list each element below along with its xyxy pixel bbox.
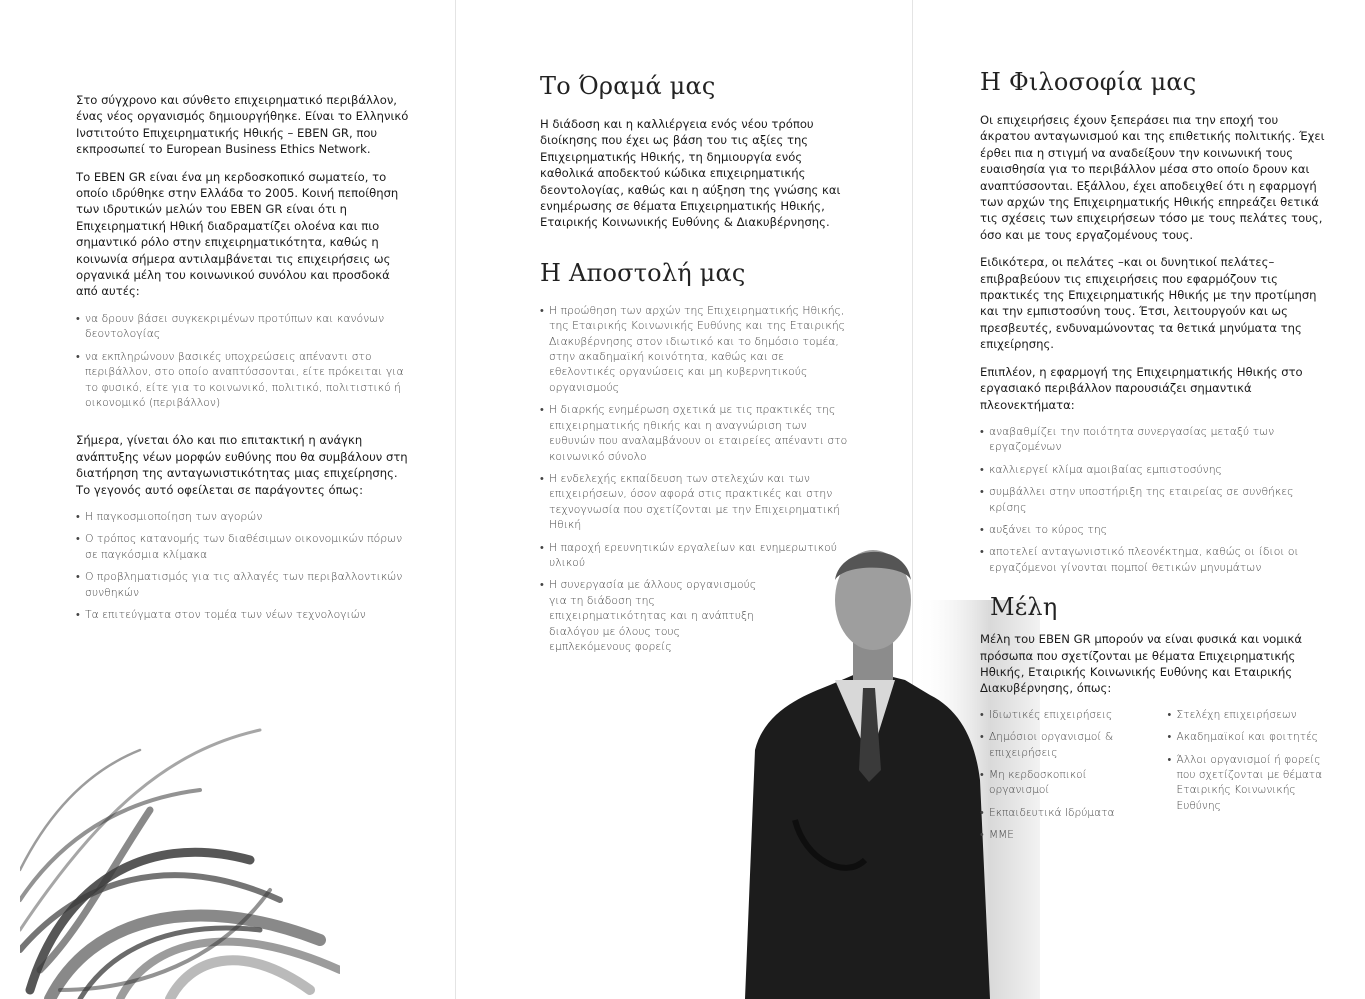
list-item: • Η ενδελεχής εκπαίδευση των στελεχών και των επιχειρήσεων, όσον αφορά στις πρακτικές και στην τεχνογνωσία που σχετίζονται με την Επιχειρηματική Ηθική xyxy=(540,471,850,533)
left-column xyxy=(76,92,411,634)
list-item: • Ακαδημαϊκοί και φοιτητές xyxy=(1168,730,1326,745)
list-item: • αναβαθμίζει την ποιότητα συνεργασίας μεταξύ των εργαζομένων xyxy=(980,424,1325,455)
list-item: • συμβάλλει στην υποστήριξη της εταιρείας σε συνθήκες κρίσης xyxy=(980,484,1325,515)
members-paragraph: Μέλη του EBEN GR μπορούν να είναι φυσικά και νομικά πρόσωπα που σχετίζονται με θέματα Επιχειρηματικής Ηθικής, Εταιρικής Κοινωνικής Ευθύνης και Εταιρικής Διακυβέρνησης, όπως: xyxy=(980,632,1303,696)
list-item: • Η διαρκής ενημέρωση σχετικά με τις πρακτικές της επιχειρηματικής ηθικής και η αναγνώριση των ευθυνών που αναλαμβάνουν οι εταιρείες απέναντι στο κοινωνικό σύνολο xyxy=(540,402,850,464)
advantages-list xyxy=(980,424,1325,575)
list-item: • Ο προβληματισμός για τις αλλαγές των περιβαλλοντικών συνθηκών xyxy=(76,569,411,600)
vision-text: Η διάδοση και η καλλιέργεια ενός νέου τρόπου διοίκησης που έχει ως βάση του τις αξίες της Επιχειρηματικής Ηθικής, τη δημιουργία ενός καθολικά αποδεκτού κώδικα επιχειρηματικής δεοντολογίας, καθώς και η αύξηση της γνώσης και ενημέρωσης σε θέματα Επιχειρηματικής Ηθικής, Εταιρικής Κοινωνικής Ευθύνης & Διακυβέρνησης. xyxy=(540,117,841,230)
list-item: • αποτελεί ανταγωνιστικό πλεονέκτημα, καθώς οι ίδιοι οι εργαζόμενοι γίνονται πομποί θετικών μηνυμάτων xyxy=(980,544,1325,575)
right-column xyxy=(980,68,1325,851)
expectations-list xyxy=(76,311,411,410)
list-item: • Η παροχή ερευνητικών εργαλείων και ενημερωτικού υλικού xyxy=(540,540,850,571)
list-item: • Ο τρόπος κατανομής των διαθέσιμων οικονομικών πόρων σε παγκόσμια κλίμακα xyxy=(76,531,411,562)
list-item: • να εκπληρώνουν βασικές υποχρεώσεις απέναντι στο περιβάλλον, στο οποίο αναπτύσσονται, είτε πρόκειται για το φυσικό, είτε για το κοινωνικό, πολιτικό, πολιτιστικό ή οικονομικό (περιβάλλον) xyxy=(76,349,411,411)
list-item: • Στελέχη επιχειρήσεων xyxy=(1168,708,1326,723)
list-item: • Η συνεργασία με άλλους οργανισμούς για τη διάδοση της επιχειρηματικότητας και η ανάπτυξη διαλόγου με όλους τους εμπλεκόμενους φορείς xyxy=(540,577,759,654)
list-item: • Ιδιωτικές επιχειρήσεις xyxy=(980,708,1138,723)
list-item: • Άλλοι οργανισμοί ή φορείς που σχετίζονται με θέματα Εταιρικής Κοινωνικής Ευθύνης xyxy=(1168,753,1326,815)
list-item: • να δρουν βάσει συγκεκριμένων προτύπων και κανόνων δεοντολογίας xyxy=(76,311,411,342)
list-item: • Μη κερδοσκοπικοί οργανισμοί xyxy=(980,768,1138,799)
philosophy-paragraph-3: Επιπλέον, η εφαρμογή της Επιχειρηματικής Ηθικής στο εργασιακό περιβάλλον παρουσιάζει σημαντικά πλεονεκτήματα: xyxy=(980,364,1303,412)
swirl-decoration xyxy=(20,690,340,999)
fold-line-left xyxy=(455,0,456,999)
philosophy-paragraph-1: Οι επιχειρήσεις έχουν ξεπεράσει πια την εποχή του άκρατου ανταγωνισμού και της επιθετικής πολιτικής. Έχει έρθει πια η στιγμή να αναδείξουν την κοινωνική τους ευαισθησία για το περιβάλλον μέσα στο οποίο δρουν και αναπτύσσονται. Εξάλλου, έχει αποδειχθεί ότι η εφαρμογή των αρχών της Επιχειρηματικής Ηθικής επηρεάζει θετικά τις σχέσεις των επιχειρήσεων τόσο με τους πελάτες τους, όσο και με τους εργαζομένους τους. xyxy=(980,113,1325,242)
members-lists xyxy=(980,708,1325,851)
list-item: • Τα επιτεύγματα στον τομέα των νέων τεχνολογιών xyxy=(76,607,411,622)
list-item: • Η παγκοσμιοποίηση των αγορών xyxy=(76,509,411,524)
members-heading: Μέλη xyxy=(990,593,1058,622)
members-list-1 xyxy=(980,708,1138,851)
factors-list xyxy=(76,509,411,622)
eben-description: Το EBEN GR είναι ένα μη κερδοσκοπικό σωματείο, το οποίο ιδρύθηκε στην Ελλάδα το 2005. Κοινή πεποίθηση των ιδρυτικών μελών του EBEN GR είναι ότι η Επιχειρηματική Ηθική διαδραματίζει ολοένα και πιο σημαντικό ρόλο στην επιχειρηματικότητα, καθώς η κοινωνία σήμερα αντιλαμβάνεται τις επιχειρήσεις ως οργανικά μέλη του κοινωνικού συνόλου και προσδοκά από αυτές: xyxy=(76,169,399,299)
mission-heading: Η Αποστολή μας xyxy=(540,258,746,287)
list-item: • καλλιεργεί κλίμα αμοιβαίας εμπιστοσύνης xyxy=(980,462,1325,477)
philosophy-paragraph-2: Ειδικότερα, οι πελάτες –και οι δυνητικοί πελάτες– επιβραβεύουν τις επιχειρήσεις που εφαρμόζουν τις πρακτικές της Επιχειρηματικής Ηθικής με την προτίμηση και την εμπιστοσύνη τους. Έτσι, λειτουργούν και ως πρεσβευτές, ενδυναμώνοντας τα θετικά μηνύματα της επιχείρησης. xyxy=(980,255,1317,352)
list-item: • Η προώθηση των αρχών της Επιχειρηματικής Ηθικής, της Εταιρικής Κοινωνικής Ευθύνης και της Εταιρικής Διακυβέρνησης στον ιδιωτικό και το δημόσιο τομέα, στην ακαδημαϊκή κοινότητα, καθώς και σε εθελοντικές οργανώσεις και μη κυβερνητικούς οργανισμούς xyxy=(540,303,850,395)
list-item: • Εκπαιδευτικά Ιδρύματα xyxy=(980,806,1138,821)
list-item: • αυξάνει το κύρος της xyxy=(980,522,1325,537)
list-item: • ΜΜΕ xyxy=(980,828,1138,843)
members-list-2 xyxy=(1168,708,1326,851)
need-paragraph: Σήμερα, γίνεται όλο και πιο επιτακτική η ανάγκη ανάπτυξης νέων μορφών ευθύνης που θα συμβάλουν στη διατήρηση της ανταγωνιστικότητας μιας επιχείρησης. Το γεγονός αυτό οφείλεται σε παράγοντες όπως: xyxy=(76,433,408,497)
philosophy-heading: Η Φιλοσοφία μας xyxy=(980,68,1197,96)
intro-paragraph: Στο σύγχρονο και σύνθετο επιχειρηματικό περιβάλλον, ένας νέος οργανισμός δημιουργήθηκε. Είναι το Ελληνικό Ινστιτούτο Επιχειρηματικής Ηθικής – EBEN GR, που εκπροσωπεί το European Business Ethics Network. xyxy=(76,93,409,157)
list-item: • Δημόσιοι οργανισμοί & επιχειρήσεις xyxy=(980,730,1138,761)
vision-heading: Το Όραμά μας xyxy=(540,72,716,100)
